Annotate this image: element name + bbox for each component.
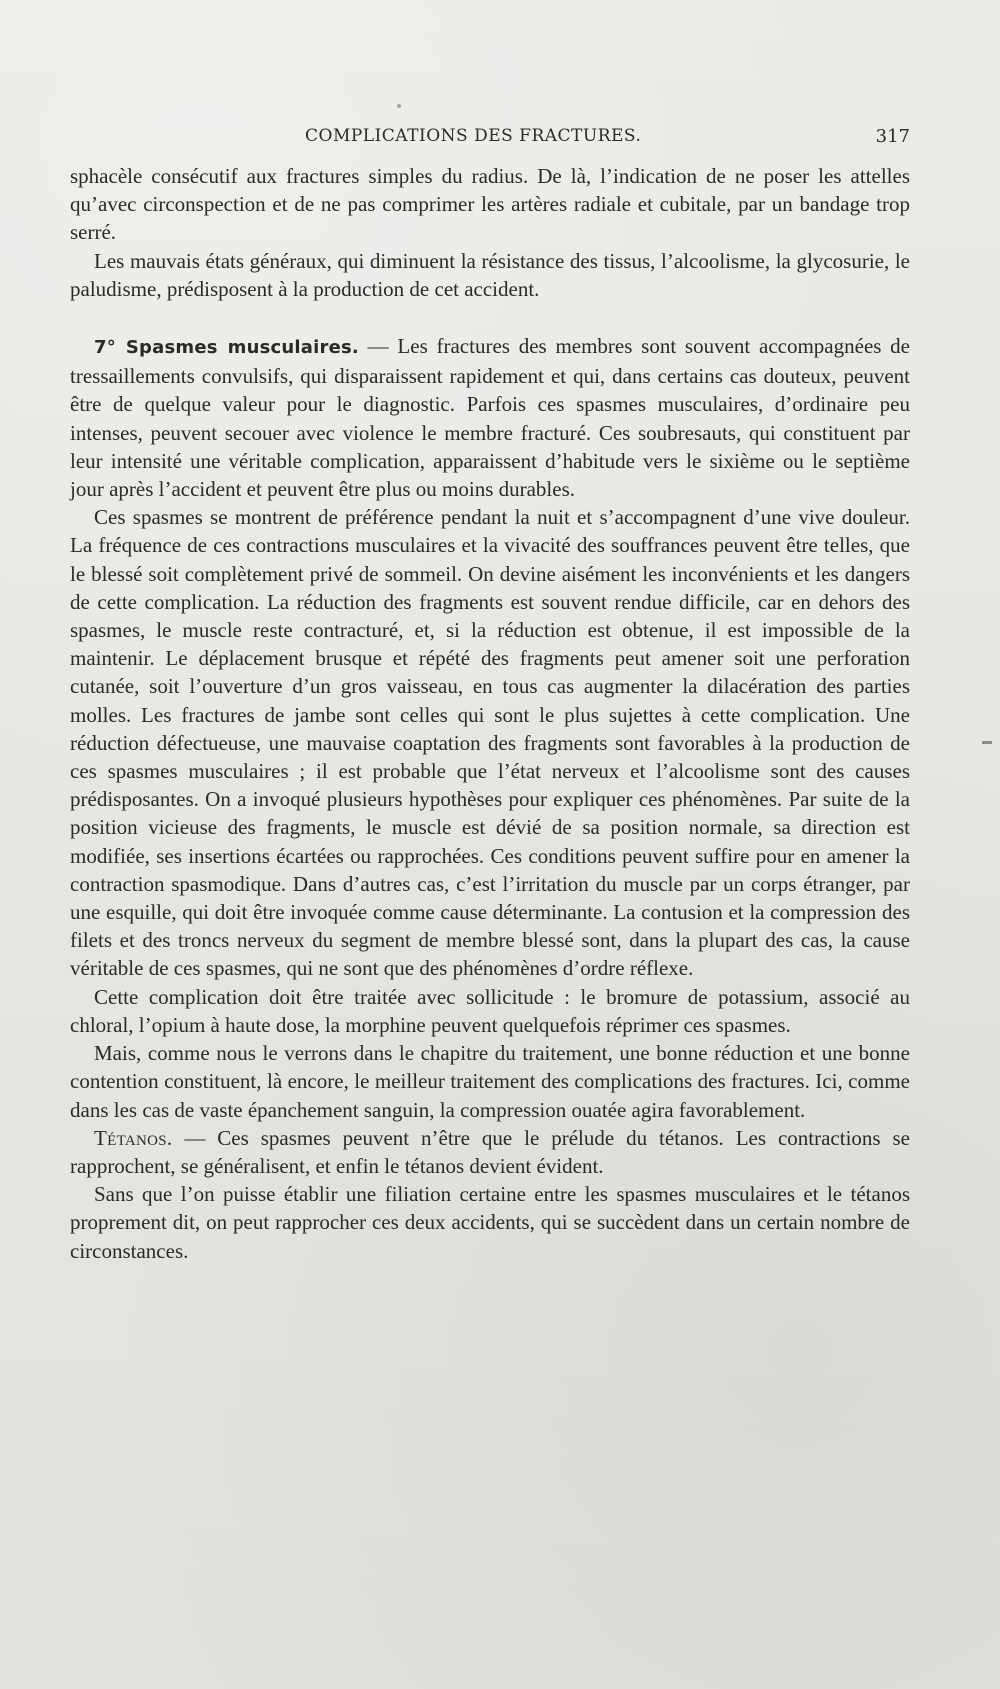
page-speck	[397, 104, 401, 108]
running-header	[305, 126, 910, 156]
page-body	[70, 162, 910, 1265]
paragraph-general-states: Les mauvais états généraux, qui diminuent la résistance des tissus, l’alcoolisme, la glycosurie, le paludisme, prédisposent à la production de cet accident.	[70, 248, 910, 301]
section-intro-text: — Les fractures des membres sont souvent accompagnées de tressaillements convulsifs, qui disparaissent rapidement et qui, dans certains cas douteux, peuvent être de quelque valeur pour le diagnostic. Parfois ces spasmes musculaires, d’ordinaire peu intenses, peuvent secouer avec violence le membre fracturé. Ces soubresauts, qui constituent par leur intensité une véritable complication, apparaissent d’habitude vers le sixième ou le septième jour après l’accident et peuvent être plus ou moins durables.	[70, 334, 911, 502]
paragraph-filiation: Sans que l’on puisse établir une filiation certaine entre les spasmes musculaires et le tétanos proprement dit, on peut rapprocher ces deux accidents, qui se succèdent dans un certain nombre de circonstances.	[70, 1182, 910, 1263]
tetanus-label: Tétanos.	[94, 1125, 173, 1150]
paragraph-continuation: sphacèle consécutif aux fractures simples du radius. De là, l’indication de ne poser les attelles qu’avec circonspection et de ne pas comprimer les artères radiale et cubitale, par un bandage trop serré.	[70, 164, 910, 245]
paragraph-reduction: Mais, comme nous le verrons dans le chapitre du traitement, une bonne réduction et une bonne contention constituent, là encore, le meilleur traitement des complications des fractures. Ici, comme dans les cas de vaste épanchement sanguin, la compression ouatée agira favorablement.	[70, 1041, 910, 1122]
paragraph-tetanus	[70, 1124, 910, 1180]
paragraph-treatment: Cette complication doit être traitée avec sollicitude : le bromure de potassium, associé au chloral, l’opium à haute dose, la morphine peuvent quelquefois réprimer ces spasmes.	[70, 984, 910, 1037]
running-title: COMPLICATIONS DES FRACTURES.	[305, 126, 642, 146]
edge-mark	[982, 741, 992, 744]
section-muscular-spasms	[70, 332, 910, 503]
paragraph-spasms-description: Ces spasmes se montrent de préférence pendant la nuit et s’accompagnent d’une vive douleur. La fréquence de ces contractions musculaires et la vivacité des souffrances peuvent être telles, que le blessé soit complètement privé de sommeil. On devine aisément les inconvénients et les dangers de cette complication. La réduction des fragments est souvent rendue difficile, car en dehors des spasmes, le muscle reste contracturé, et, si la réduction est obtenue, il est impossible de la maintenir. Le déplacement brusque et répété des fragments peut amener soit une perforation cutanée, soit l’ouverture d’un gros vaisseau, en tous cas augmenter la dilacération des parties molles. Les fractures de jambe sont celles qui sont le plus sujettes à cette complication. Une réduction défectueuse, une mauvaise coaptation des fragments sont favorables à la production de ces spasmes musculaires ; il est probable que l’état nerveux et l’alcoolisme sont des causes prédisposantes. On a invoqué plusieurs hypothèses pour expliquer ces phénomènes. Par suite de la position vicieuse des fragments, le muscle est dévié de sa position normale, sa direction est modifiée, ses insertions écartées ou rapprochées. Ces conditions peuvent suffire pour en amener la contraction spasmodique. Dans d’autres cas, c’est l’irritation du muscle par un corps étranger, par une esquille, qui doit être invoquée comme cause déterminante. La contusion et la compression des filets et des troncs nerveux du segment de membre blessé sont, dans la plupart des cas, la cause véritable de ces spasmes, qui ne sont que des phénomènes d’ordre réflexe.	[70, 505, 910, 981]
section-title: 7° Spasmes musculaires.	[94, 337, 359, 359]
page-number: 317	[875, 126, 910, 147]
tetanus-text: — Ces spasmes peuvent n’être que le prélude du tétanos. Les contractions se rapprochent, se généralisent, et enfin le tétanos devient évident.	[70, 1125, 910, 1178]
